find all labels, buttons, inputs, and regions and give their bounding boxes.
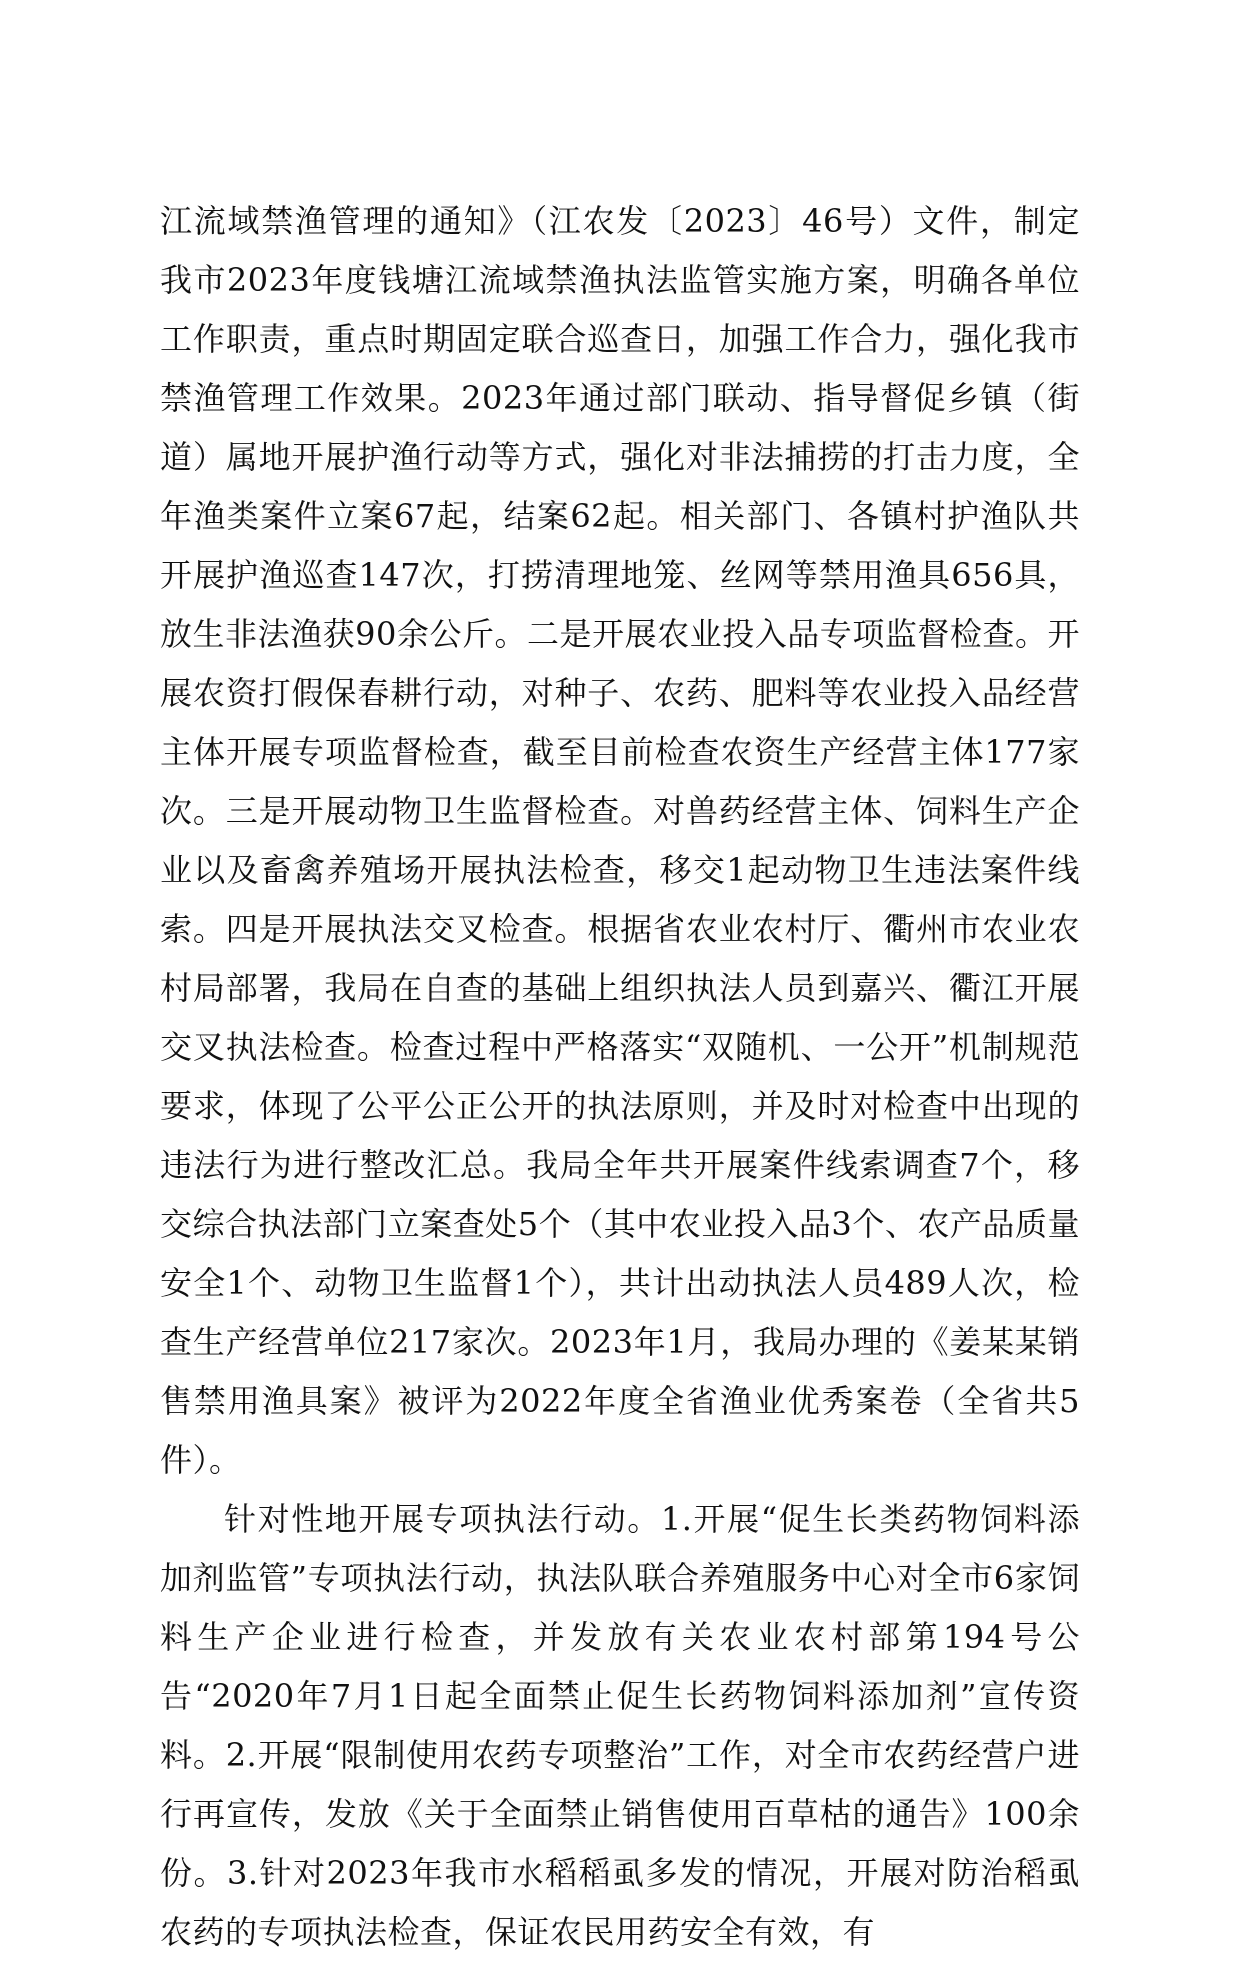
document-page bbox=[160, 192, 1080, 1962]
body-paragraph-1: 江流域禁渔管理的通知》（江农发〔2023〕46号）文件，制定我市2023年度钱塘江流域禁渔执法监管实施方案，明确各单位工作职责，重点时期固定联合巡查日，加强工作合力，强化我市禁渔管理工作效果。2023年通过部门联动、指导督促乡镇（街道）属地开展护渔行动等方式，强化对非法捕捞的打击力度，全年渔类案件立案67起，结案62起。相关部门、各镇村护渔队共开展护渔巡查147次，打捞清理地笼、丝网等禁用渔具656具，放生非法渔获90余公斤。二是开展农业投入品专项监督检查。开展农资打假保春耕行动，对种子、农药、肥料等农业投入品经营主体开展专项监督检查，截至目前检查农资生产经营主体177家次。三是开展动物卫生监督检查。对兽药经营主体、饲料生产企业以及畜禽养殖场开展执法检查，移交1起动物卫生违法案件线索。四是开展执法交叉检查。根据省农业农村厅、衢州市农业农村局部署，我局在自查的基础上组织执法人员到嘉兴、衢江开展交叉执法检查。检查过程中严格落实“双随机、一公开”机制规范要求，体现了公平公正公开的执法原则，并及时对检查中出现的违法行为进行整改汇总。我局全年共开展案件线索调查7个，移交综合执法部门立案查处5个（其中农业投入品3个、农产品质量安全1个、动物卫生监督1个），共计出动执法人员489人次，检查生产经营单位217家次。2023年1月，我局办理的《姜某某销售禁用渔具案》被评为2022年度全省渔业优秀案卷（全省共5件）。 bbox=[160, 202, 1080, 1479]
body-paragraph-2: 针对性地开展专项执法行动。1.开展“促生长类药物饲料添加剂监管”专项执法行动，执法队联合养殖服务中心对全市6家饲料生产企业进行检查，并发放有关农业农村部第194号公告“2020年7月1日起全面禁止促生长药物饲料添加剂”宣传资料。2.开展“限制使用农药专项整治”工作，对全市农药经营户进行再宣传，发放《关于全面禁止销售使用百草枯的通告》100余份。3.针对2023年我市水稻稻虱多发的情况，开展对防治稻虱农药的专项执法检查，保证农民用药安全有效，有 bbox=[160, 1500, 1080, 1951]
